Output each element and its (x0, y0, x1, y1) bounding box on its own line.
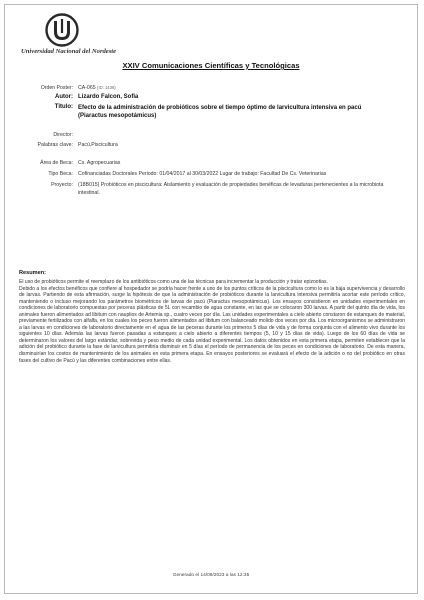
area-label: Área de Beca: (40, 160, 73, 166)
palabras-label: Palabras clave: (37, 142, 73, 148)
palabras-value: Pacú,Piscicultura (78, 142, 118, 148)
document-page (4, 4, 418, 594)
university-name: Universidad Nacional del Nordeste (21, 48, 117, 55)
orden-id: (ID: 1436) (97, 85, 116, 90)
resumen-paragraph-1: El uso de probióticos permite el reemplazo de los antibióticos como una de las técnicas para incrementar la producción y tratar epizootias. (19, 279, 328, 285)
tipo-label: Tipo Beca: (48, 171, 73, 177)
autor-value: Lizardo Falcon, Sofia (78, 94, 139, 100)
proyecto-label: Proyecto: (51, 182, 73, 188)
titulo-label: Titulo: (54, 104, 73, 110)
director-label: Director: (53, 132, 73, 138)
university-logo-icon (45, 13, 79, 47)
orden-code: CA-065 (78, 85, 96, 91)
generated-footer: Generado el 14/06/2023 a las 12:35 (172, 573, 250, 578)
orden-value (78, 85, 116, 92)
orden-label: Orden Poster: (40, 85, 73, 91)
area-value: Cs. Agropecuarias (78, 160, 121, 166)
resumen-body (19, 279, 405, 364)
university-header (21, 13, 117, 55)
conference-title: XXIV Comunicaciones Científicas y Tecnológicas (122, 61, 300, 70)
titulo-value: Efecto de la administración de probióticos sobre el tiempo óptimo de larvicultura intensiva en pacú (Piaractus mesopotámicus) (78, 105, 362, 119)
tipo-value: Cofinanciadas Doctorales Periodo: 01/04/2017 al 30/03/2022 Lugar de trabajo: Facultad De Cs. Veterinarias (78, 171, 327, 177)
proyecto-value: (18B015) Probióticos en piscicultura: Aislamiento y evaluación de propiedades benéficas de levaduras pertenecientes a la microbiota intestinal. (78, 182, 384, 196)
resumen-paragraph-2: Debido a los efectos benéficos que confiere al hospedador se podría hacer frente a uno de los puntos críticos de la piscicultura como lo es la baja supervivencia y desarrollo de larvas. Partiendo de esta afirmación, surge la hipótesis de que la administración de probióticos durante la larvicultura intensiva permitiría acortar este período crítico, manteniendo o incluso mejorando los parámetros biométricos de larvas de pacú (Piaractus mesopotámicus). Los ensayos consistieron en unidades experimentales en condiciones de laboratorio compuestas por peceras plásticas de 5L con recambio de agua constante, en las que se colocaron 300 larvas. A partir del quinto día de vida, los animales fueron alimentados ad libitum con nauplios de Artemia sp., cuatro veces por día. Las unidades experimentales a cielo abierto constaron de estanques de material, previamente fertilizados con alfalfa, en los cuales los peces fueron alimentados ad libitum con balanceado molido dos veces por día. Los microorganismos se administraron a las larvas en condiciones de laboratorio directamente en el agua de las peceras durante los primeros 5 días de vida y de forma conjunta con el alimento vivo durante los siguientes 10 días. Además las larvas fueron pasadas a estanques a cielo abierto a diferentes tiempos (5, 10 y 15 días de vida). Luego de los 60 días de vida se determinaron los valores del largo estándar, sobrevida y peso medio de cada unidad experimental. Los datos obtenidos en esta primera etapa, permiten establecer que la adición del probiótico durante la fase de larvicultura permitiría disminuir en 5 días el período de permanencia de los peces en condiciones de laboratorio. De esta manera, disminuirían los costos de mantenimiento de los animales en esta primera etapa. En ensayos posteriores se evaluará el efecto de la adición o no del probiótico en otras fases del cultivo de Pacú y las diferentes combinaciones entre ellas. (19, 285, 405, 364)
resumen-label: Resumen: (19, 270, 47, 276)
autor-label: Autor: (55, 94, 73, 100)
